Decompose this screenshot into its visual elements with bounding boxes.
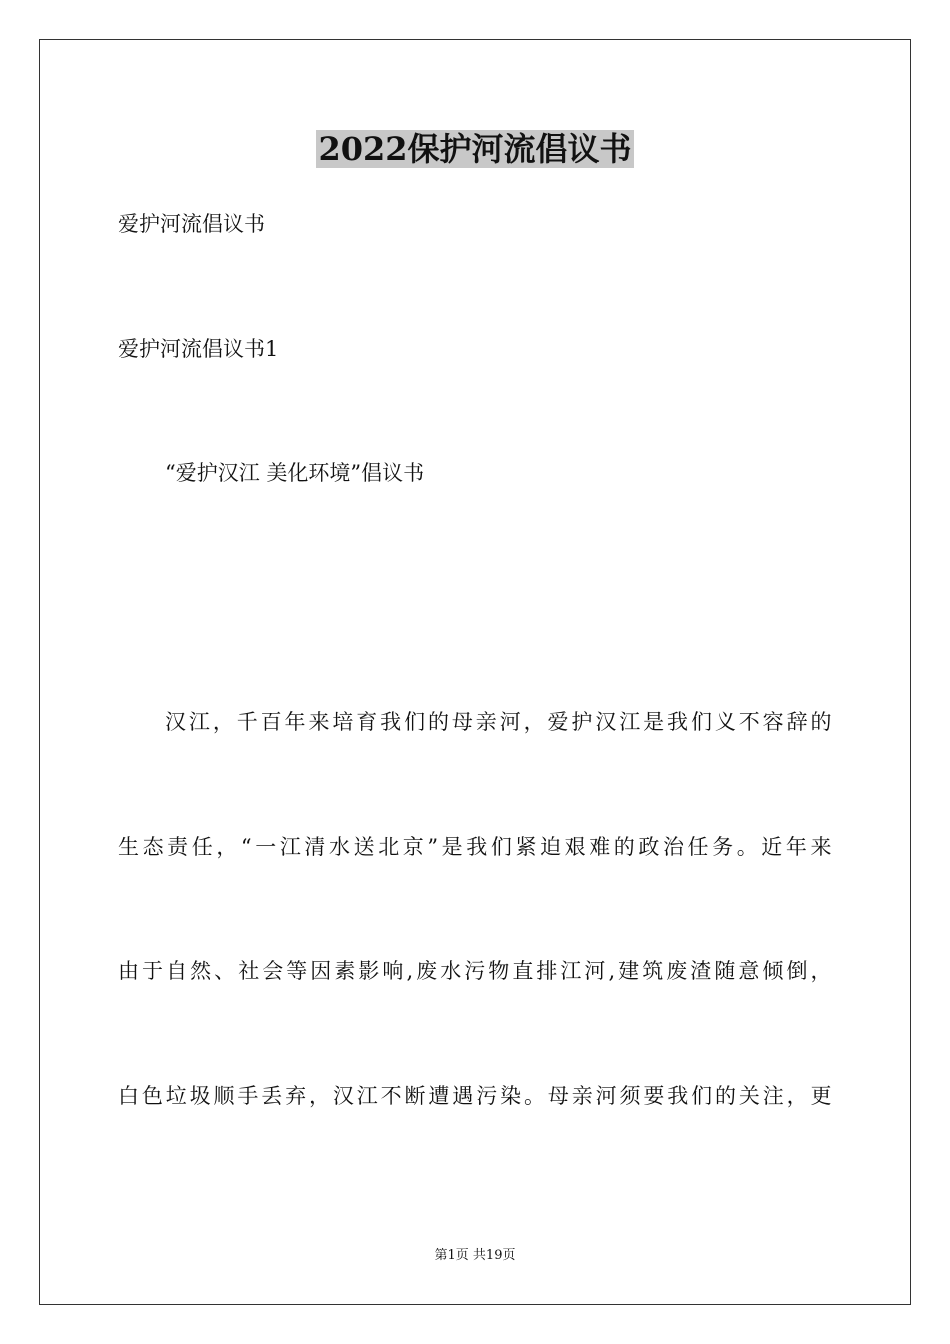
document-title	[0, 125, 950, 173]
page-number-footer: 第1页 共19页	[434, 1248, 516, 1263]
subtitle: 爱护河流倡议书	[118, 212, 265, 236]
document-title-text: 2022保护河流倡议书	[318, 130, 632, 168]
section-heading: 爱护河流倡议书1	[118, 337, 279, 361]
paragraph-line-1: 汉江，千百年来培育我们的母亲河，爱护汉江是我们义不容辞的	[165, 710, 832, 734]
paragraph-line-3: 由于自然、社会等因素影响,废水污物直排江河,建筑废渣随意倾倒，	[118, 959, 832, 983]
paragraph-line-2: 生态责任，“一江清水送北京”是我们紧迫艰难的政治任务。近年来	[118, 835, 832, 859]
proposal-heading: “爱护汉江 美化环境”倡议书	[165, 461, 425, 485]
paragraph-line-4: 白色垃圾顺手丢弃，汉江不断遭遇污染。母亲河须要我们的关注，更	[118, 1084, 832, 1108]
